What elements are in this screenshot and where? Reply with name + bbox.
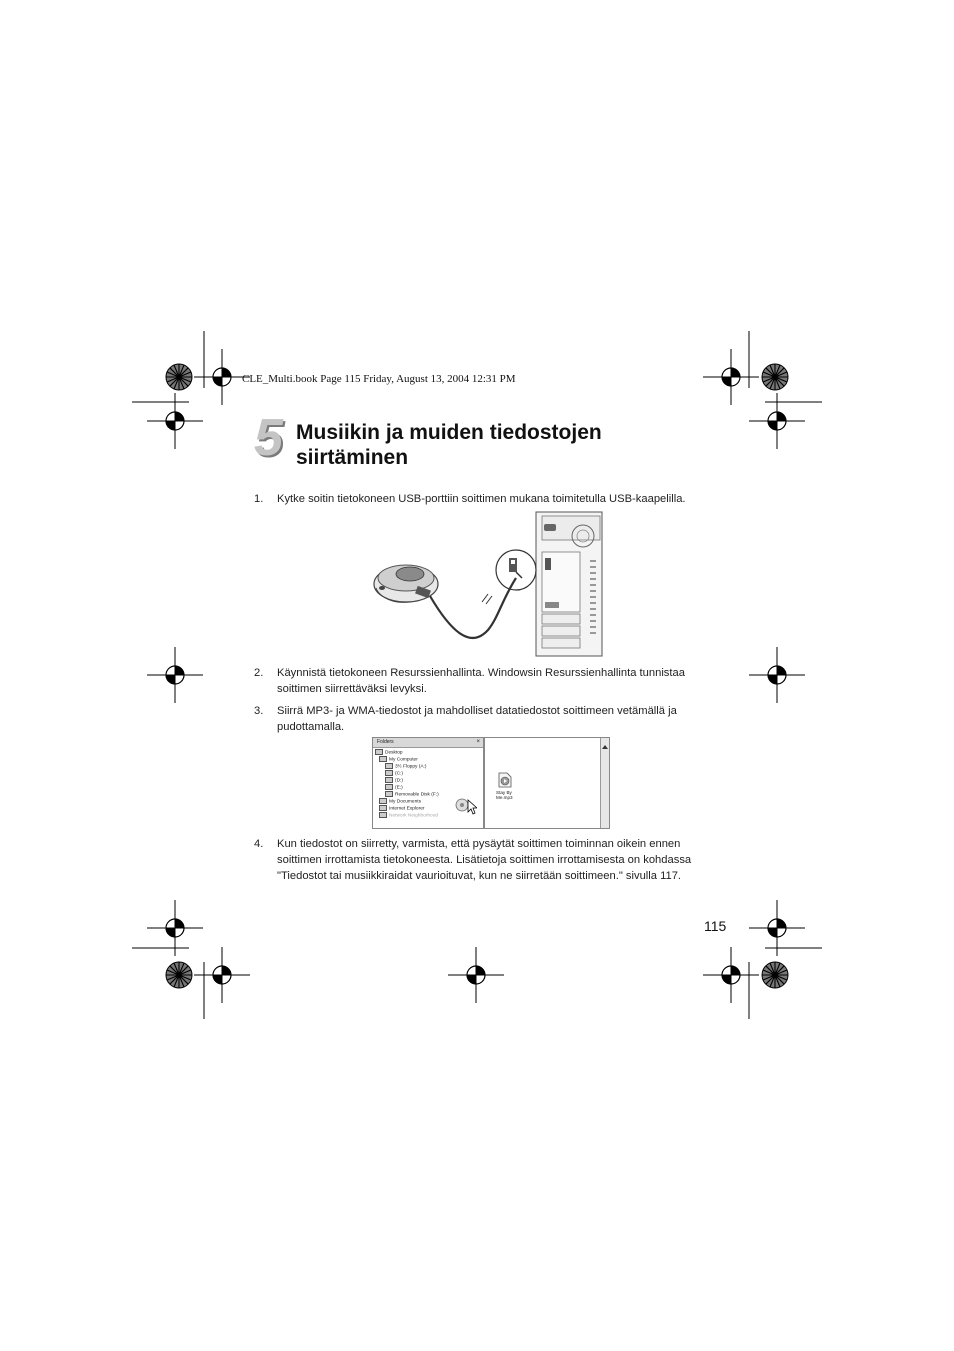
folders-pane: [373, 738, 485, 828]
tree-item-floppy[interactable]: 3½ Floppy (A:): [385, 763, 426, 770]
tree-item-drive-e[interactable]: (E:): [385, 784, 403, 791]
step-number: 4.: [254, 838, 264, 850]
file-label: Stay By Me.mp3: [496, 790, 513, 800]
folder-icon: [379, 798, 387, 804]
scroll-up-arrow-icon[interactable]: [601, 743, 609, 751]
floppy-icon: [385, 763, 393, 769]
chapter-title: [296, 420, 696, 470]
step-3: [254, 703, 724, 737]
drive-icon: [385, 770, 393, 776]
page-number: 115: [704, 918, 727, 934]
step-4: [254, 836, 724, 886]
close-icon[interactable]: ×: [476, 739, 480, 745]
step-number: 2.: [254, 667, 264, 679]
network-icon: [379, 812, 387, 818]
mp3-file-icon[interactable]: [498, 772, 512, 788]
step-text: Käynnistä tietokoneen Resurssienhallinta. Windowsin Resurssienhallinta tunnistaa soittimen siirrettäväksi levyksi.: [277, 667, 685, 695]
pc-tower-icon: [536, 512, 602, 656]
file-pane: [486, 738, 609, 828]
step-text: Siirrä MP3- ja WMA-tiedostot ja mahdolliset datatiedostot soittimeen vetämällä ja pudottamalla.: [277, 705, 677, 733]
step-2: [254, 665, 724, 699]
tree-item-network[interactable]: Network Neighborhood: [379, 812, 438, 819]
step-text: Kytke soitin tietokoneen USB-porttiin soittimen mukana toimitetulla USB-kaapelilla.: [277, 493, 686, 505]
tree-item-drive-c[interactable]: (C:): [385, 770, 403, 777]
scrollbar[interactable]: [600, 738, 609, 828]
explorer-screenshot: [372, 737, 610, 829]
computer-icon: [379, 756, 387, 762]
step-number: 1.: [254, 493, 264, 505]
tree-item-internet-explorer[interactable]: Internet Explorer: [379, 805, 424, 812]
removable-disk-icon: [385, 791, 393, 797]
player-device-icon: [374, 565, 438, 602]
chapter-title-line1: Musiikin ja muiden tiedostojen: [296, 421, 602, 444]
folders-pane-header: [373, 738, 483, 748]
folders-pane-title: Folders: [377, 739, 394, 745]
tree-item-drive-d[interactable]: (D:): [385, 777, 403, 784]
step-number: 3.: [254, 705, 264, 717]
tree-item-my-documents[interactable]: My Documents: [379, 798, 421, 805]
internet-explorer-icon: [379, 805, 387, 811]
drive-icon: [385, 777, 393, 783]
step-1: [254, 491, 724, 509]
chapter-title-line2: siirtäminen: [296, 446, 409, 469]
step-text: Kun tiedostot on siirretty, varmista, että pysäytät soittimen toiminnan oikein ennen soittimen irrottamista tietokoneesta. Lisätietoja soittimen irrottamisesta on kohdassa "Tiedostot tai musiikkiraidat vaurioituvat, kun ne siirretään soittimeen." sivulla 117.: [277, 838, 692, 882]
desktop-icon: [375, 749, 383, 755]
drag-cursor-icon: [455, 796, 477, 816]
chapter-number: 5: [254, 409, 283, 467]
cd-drive-icon: [385, 784, 393, 790]
tree-item-desktop[interactable]: Desktop: [375, 749, 403, 756]
usb-connection-illustration: [370, 510, 610, 658]
book-header: CLE_Multi.book Page 115 Friday, August 13, 2004 12:31 PM: [242, 373, 516, 385]
tree-item-removable-disk[interactable]: Removable Disk (F:): [385, 791, 439, 798]
tree-item-my-computer[interactable]: My Computer: [379, 756, 418, 763]
